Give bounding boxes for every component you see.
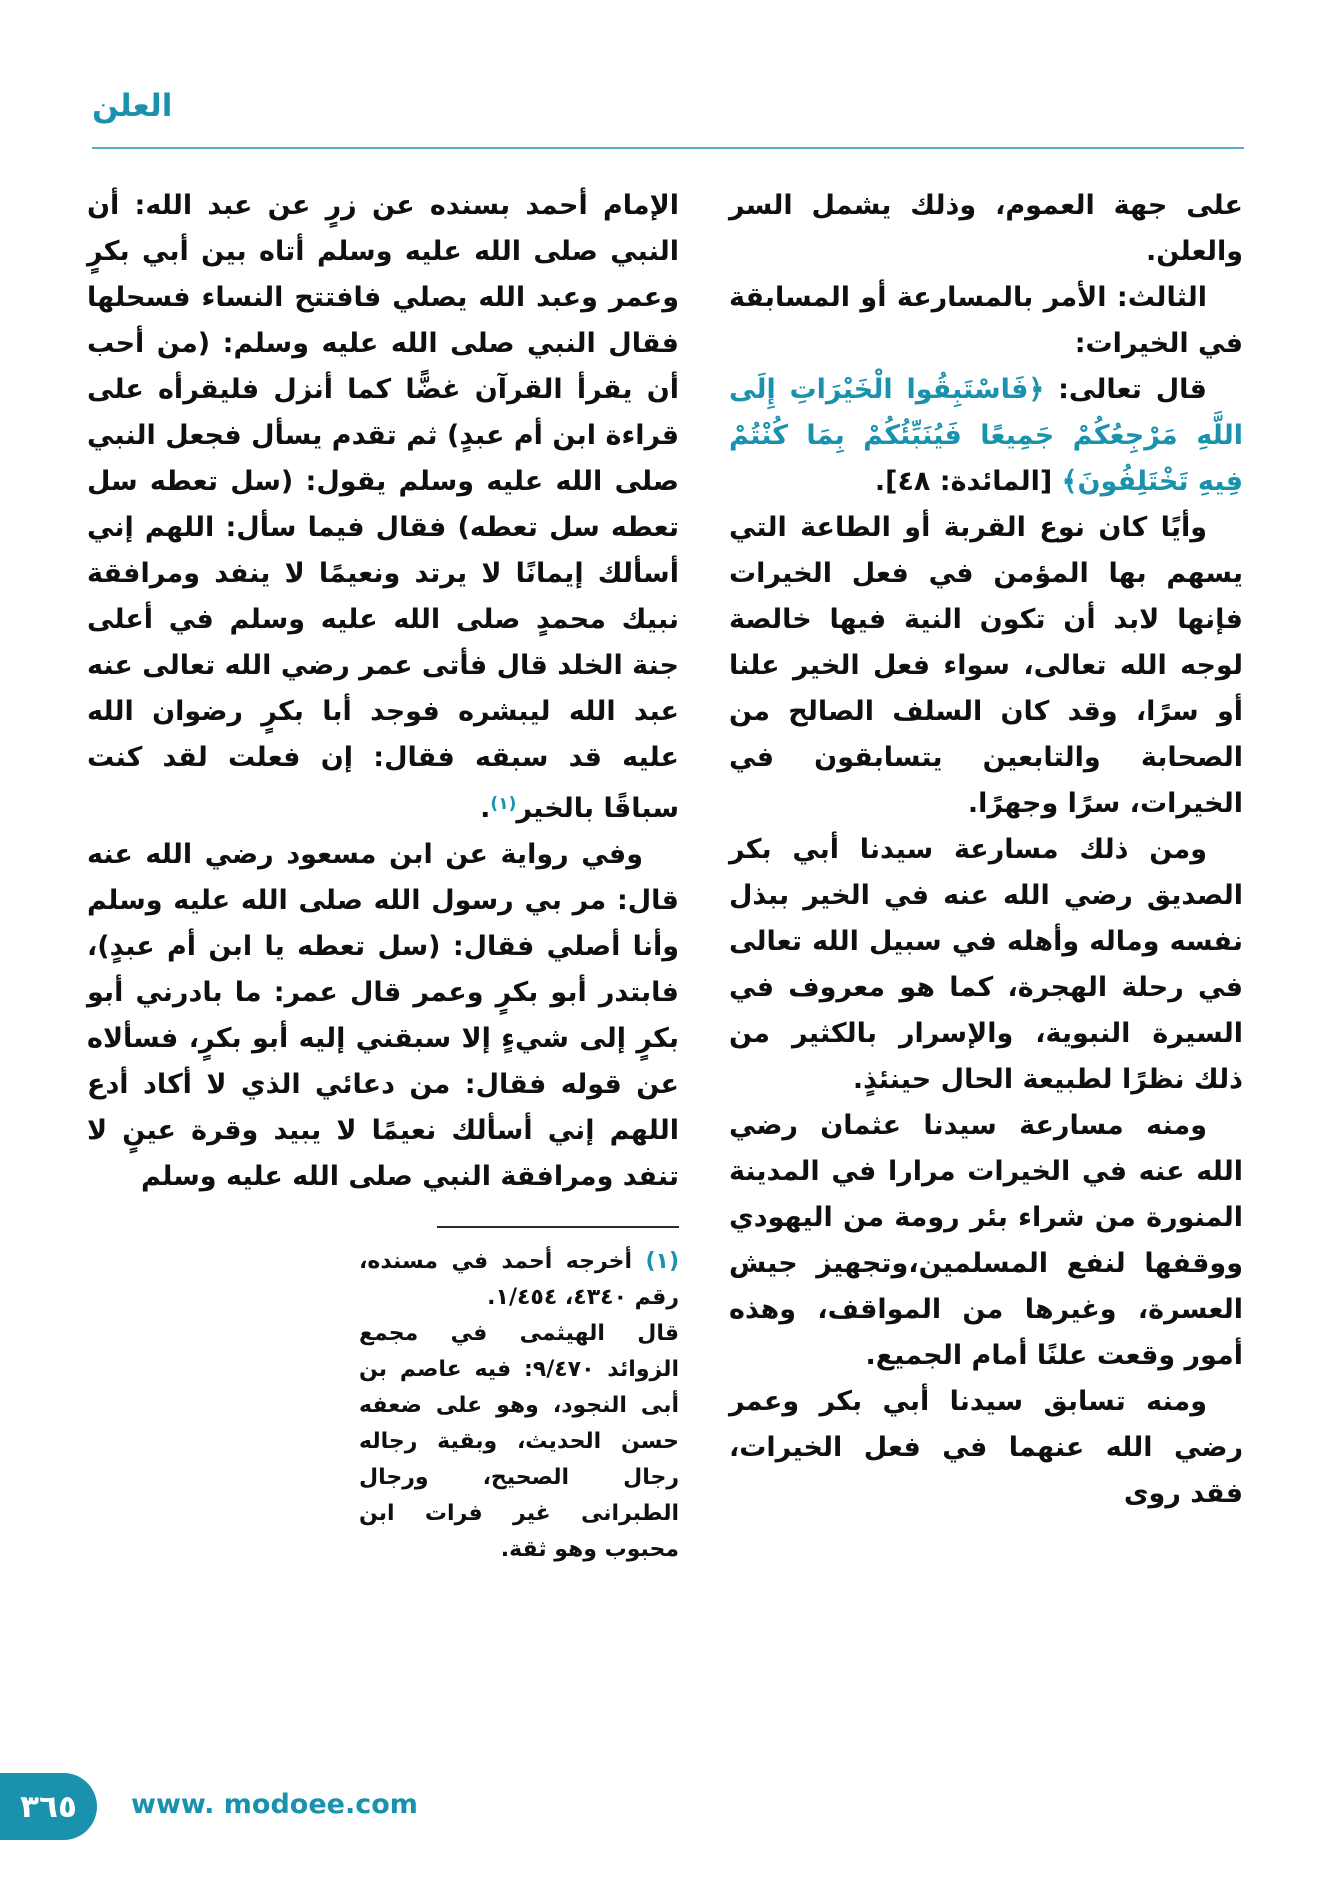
quran-verse: ﴿فَاسْتَبِقُوا الْخَيْرَاتِ إِلَى اللَّهِ مَرْجِعُكُمْ جَمِيعًا فَيُنَبِّئُكُمْ بِمَا كُنْتُمْ فِيهِ تَخْتَلِفُونَ﴾: [729, 374, 1243, 497]
footnote-ref-1: (١): [490, 794, 517, 814]
verse-citation: [المائدة: ٤٨].: [874, 466, 1062, 497]
paragraph-text: .: [480, 793, 491, 824]
page-header-title: العلن: [92, 88, 173, 124]
footnotes-block: [359, 1244, 679, 1568]
footnote-divider: [437, 1226, 679, 1228]
page-content: [87, 183, 1243, 1568]
paragraph-lead: الثالث:: [1116, 282, 1207, 313]
website-link[interactable]: www. modoee.com: [131, 1789, 418, 1820]
paragraph: [729, 275, 1243, 367]
paragraph: على جهة العموم، وذلك يشمل السر والعلن.: [729, 190, 1243, 267]
column-left: [87, 183, 679, 1568]
verse-intro: قال تعالى:: [1044, 374, 1207, 405]
page-number-tab: [0, 1773, 97, 1840]
footnote-entry: [359, 1244, 679, 1316]
paragraph: ومنه مسارعة سيدنا عثمان رضي الله عنه في الخيرات مرارا في المدينة المنورة من شراء بئر رومة من اليهودي ووقفها لنفع المسلمين،وتجهيز جيش العسرة، وغيرها من المواقف، وهذه أمور وقعت علنًا أمام الجميع.: [729, 1110, 1243, 1371]
footnote-marker: (١): [645, 1249, 679, 1274]
paragraph: وفي رواية عن ابن مسعود رضي الله عنه قال: مر بي رسول الله صلى الله عليه وسلم وأنا أصلي فقال: (سل تعطه يا ابن أم عبدٍ)، فابتدر أبو بكرٍ وعمر قال عمر: ما بادرني أبو بكرٍ إلى شيءٍ إلا سبقني إليه أبو بكرٍ، فسألاه عن قوله فقال: من دعائي الذي لا أكاد أدع اللهم إني أسألك نعيمًا لا يبيد وقرة عينٍ لا تنفد ومرافقة النبي صلى الله عليه وسلم: [87, 839, 679, 1192]
paragraph: ومنه تسابق سيدنا أبي بكر وعمر رضي الله عنهما في فعل الخيرات، فقد روى: [729, 1386, 1243, 1509]
quran-verse-paragraph: [729, 367, 1243, 505]
header-divider: [92, 147, 1244, 149]
paragraph: ومن ذلك مسارعة سيدنا أبي بكر الصديق رضي الله عنه في الخير ببذل نفسه وماله وأهله في سبيل الله تعالى في رحلة الهجرة، كما هو معروف في السيرة النبوية، والإسرار بالكثير من ذلك نظرًا لطبيعة الحال حينئذٍ.: [729, 834, 1243, 1095]
paragraph-text: الأمر بالمسارعة أو المسابقة في الخيرات:: [729, 282, 1243, 359]
paragraph: وأيًا كان نوع القربة أو الطاعة التي يسهم بها المؤمن في فعل الخيرات فإنها لابد أن تكون النية فيها خالصة لوجه الله تعالى، سواء فعل الخير علنا أو سرًا، وقد كان السلف الصالح من الصحابة والتابعين يتسابقون في الخيرات، سرًا وجهرًا.: [729, 512, 1243, 819]
footnote-entry: قال الهيثمى في مجمع الزوائد ٩/٤٧٠: فيه عاصم بن أبى النجود، وهو على ضعفه حسن الحديث، وبقية رجاله رجال الصحيح، ورجال الطبرانى غير فرات ابن محبوب وهو ثقة.: [359, 1321, 679, 1562]
paragraph-text: الإمام أحمد بسنده عن زرٍ عن عبد الله: أن النبي صلى الله عليه وسلم أتاه بين أبي بكرٍ وعمر وعبد الله يصلي فافتتح النساء فسحلها فقال النبي صلى الله عليه وسلم: (من أحب أن يقرأ القرآن غضًّا كما أنزل فليقرأه على قراءة ابن أم عبدٍ) ثم تقدم يسأل فجعل النبي صلى الله عليه وسلم يقول: (سل تعطه سل تعطه سل تعطه) فقال فيما سأل: اللهم إني أسألك إيمانًا لا يرتد ونعيمًا لا ينفد ومرافقة نبيك محمدٍ صلى الله عليه وسلم في أعلى جنة الخلد قال فأتى عمر رضي الله تعالى عنه عبد الله ليبشره فوجد أبا بكرٍ رضوان الله عليه قد سبقه فقال: إن فعلت لقد كنت سباقًا بالخير: [87, 190, 679, 824]
column-right: [729, 183, 1243, 1568]
page-number: ٣٦٥: [20, 1788, 77, 1825]
paragraph: [87, 183, 679, 832]
footnote-text: أخرجه أحمد في مسنده، رقم ٤٣٤٠، ١/٤٥٤.: [359, 1249, 679, 1310]
